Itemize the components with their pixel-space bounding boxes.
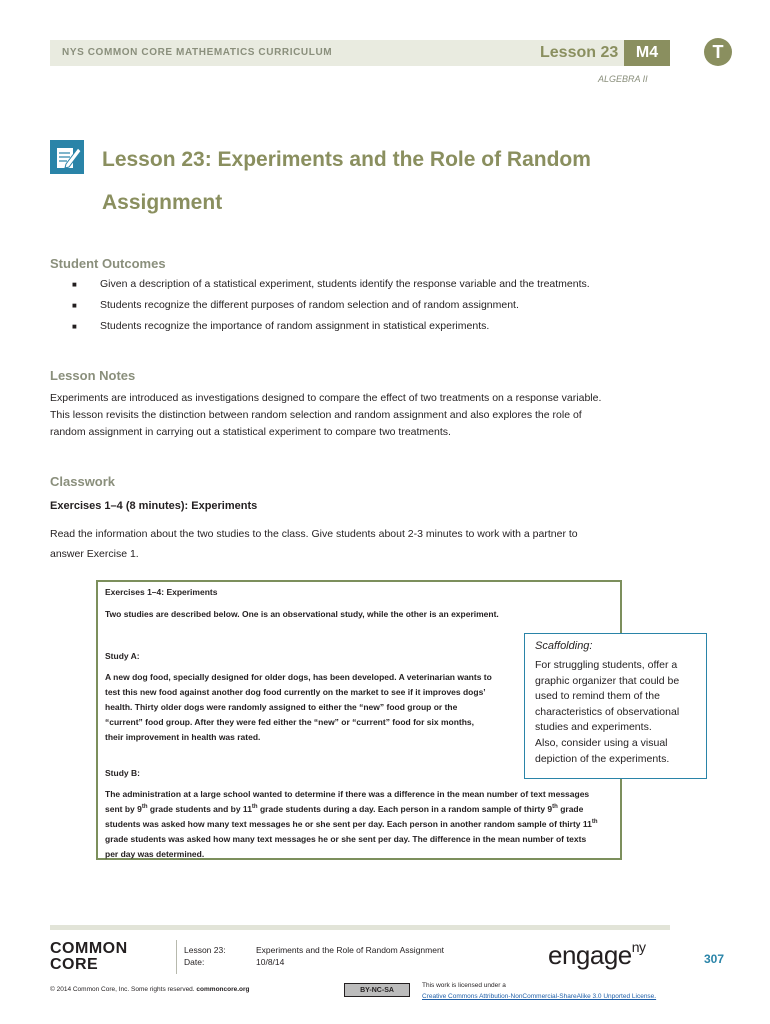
page-number: 307 <box>704 952 725 966</box>
scaffolding-title: Scaffolding: <box>535 640 593 652</box>
engage-ny-logo: engage$^{ny}$ <box>548 939 646 970</box>
study-b-text: The administration at a large school wanted to determine if there was a difference in the mean number of text messages sent by 9th grade students and by 11th grade students during a day. Each person in a random sample of thirty 9th grade students was asked how many text messages he or she sent per day. Each person in another random sample of thirty 11th grade students was asked how many text messages he or she sent per day. The difference in the mean number of texts per day was determined. <box>105 789 598 859</box>
square-bullet-icon: ■ <box>72 280 77 289</box>
exercise-box-title: Exercises 1–4: Experiments <box>105 587 218 597</box>
lesson-notes-text: Experiments are introduced as investigations designed to compare the effect of two treatments on a response variable. This lesson revisits the distinction between random selection and random assignment and also explores the role of random assignment in carrying out a statistical experiment to compare two treatments. <box>50 392 602 438</box>
classwork-instructions: Read the information about the two studies to the class. Give students about 2-3 minutes to work with a partner to answer Exercise 1. <box>50 528 578 560</box>
list-item: ■ Students recognize the importance of random assignment in statistical experiments. <box>66 316 666 337</box>
study-a-text: A new dog food, specially designed for older dogs, has been developed. A veterinarian wants to test this new food against another dog food currently on the market to see if it improves dogs’ health. Thirty older dogs were randomly assigned to either the “new” food group or the “current” food group. After they were fed either the “new” or “current” food for six months, their improvement in health was rated. <box>105 672 492 742</box>
scaffolding-text: For struggling students, offer a graphic organizer that could be used to remind them of the characteristics of observational studies and experiments. Also, consider using a visual depiction of the experiments. <box>535 659 680 765</box>
license-text: This work is licensed under a Creative Commons Attribution-NonCommercial-ShareAlike 3.0 Unported License. <box>422 982 657 1000</box>
page-title: Lesson 23: Experiments and the Role of Random Assignment <box>102 148 591 214</box>
course-label: ALGEBRA II <box>598 74 648 84</box>
exercise-heading: Exercises 1–4 (8 minutes): Experiments <box>50 500 258 512</box>
list-item: ■ Given a description of a statistical experiment, students identify the response variable and the treatments. <box>66 274 666 295</box>
footer-labels: Lesson 23: Date: <box>184 945 226 967</box>
module-badge: M4 <box>624 40 670 66</box>
square-bullet-icon: ■ <box>72 322 77 331</box>
classwork-heading: Classwork <box>50 474 116 489</box>
scaffolding-box <box>524 633 707 779</box>
footer-values: Experiments and the Role of Random Assignment 10/8/14 <box>256 945 445 967</box>
exercise-box-intro: Two studies are described below. One is an observational study, while the other is an experiment. <box>105 609 499 619</box>
copyright-text: © 2014 Common Core, Inc. Some rights reserved. commoncore.org <box>50 986 250 993</box>
footer-rule <box>50 925 670 930</box>
lesson-notes-heading: Lesson Notes <box>50 368 136 383</box>
outcomes-list <box>66 274 666 337</box>
footer-divider <box>176 940 177 974</box>
study-b-label: Study B: <box>105 768 140 778</box>
study-a-label: Study A: <box>105 651 140 661</box>
license-link[interactable]: Creative Commons Attribution-NonCommercial-ShareAlike 3.0 Unported License. <box>422 993 657 1000</box>
square-bullet-icon: ■ <box>72 301 77 310</box>
lesson-label: Lesson 23 <box>540 44 619 61</box>
common-core-logo: COMMON CORE <box>50 940 128 973</box>
student-outcomes-heading: Student Outcomes <box>50 256 166 271</box>
list-item: ■ Students recognize the different purposes of random selection and of random assignment. <box>66 295 666 316</box>
cc-license-badge: BY-NC-SA <box>344 983 410 997</box>
curriculum-label: NYS COMMON CORE MATHEMATICS CURRICULUM <box>62 47 333 58</box>
pencil-paper-icon <box>50 140 84 174</box>
teacher-badge: T <box>704 38 732 66</box>
